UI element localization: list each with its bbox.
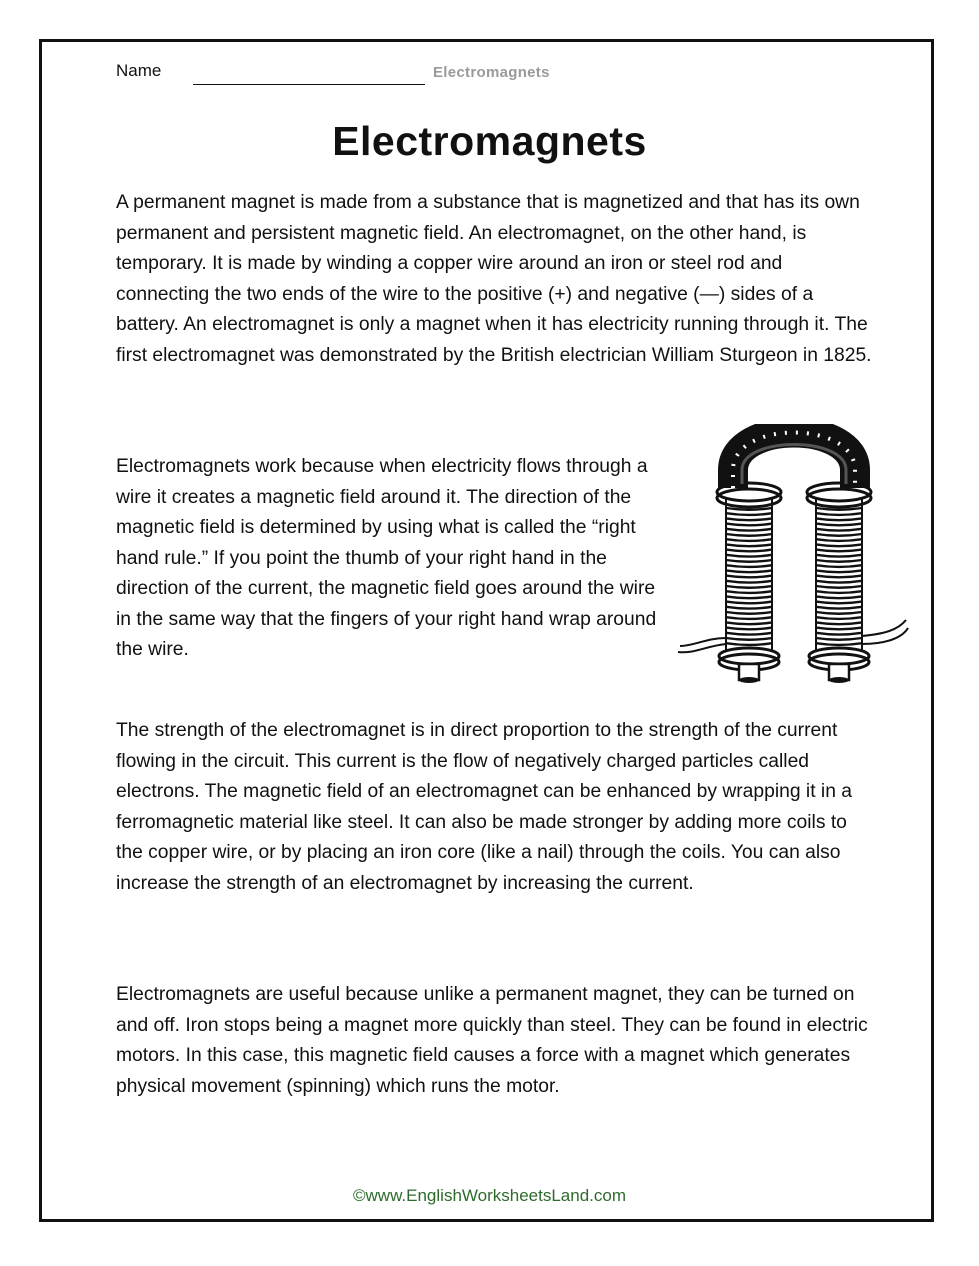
paragraph-strength: The strength of the electromagnet is in direct proportion to the strength of the current flowing in the circuit. This current is the flow of negatively charged particles called electrons. The magnetic field of an electromagnet can be enhanced by wrapping it in a ferromagnetic material like steel. It can also be made stronger by adding more coils to the copper wire, or by placing an iron core (like a nail) through the coils. You can also increase the strength of an electromagnet by increasing the current. <box>116 720 853 894</box>
paragraph-uses: Electromagnets are useful because unlike a permanent magnet, they can be turned on and off. Iron stops being a magnet more quickly than steel. They can be found in electric motors. In this case, this magnetic field causes a force with a magnet which generates physical movement (spinning) which runs the motor. <box>116 984 868 1097</box>
name-field[interactable] <box>193 84 425 85</box>
footer-copyright: ©www.EnglishWorksheetsLand.com <box>353 1186 626 1205</box>
paragraph-right-hand-rule: Electromagnets work because when electricity flows through a wire it creates a magnetic field around it. The direction of the magnetic field is determined by using what is called the “right hand rule.” If you point the thumb of your right hand in the direction of the current, the magnetic field goes around the wire in the same way that the fingers of your right hand wrap around the wire. <box>116 456 657 660</box>
name-label: Name <box>116 61 162 80</box>
paragraph-permanent-vs-electromagnet: A permanent magnet is made from a substance that is magnetized and that has its own permanent and persistent magnetic field. An electromagnet, on the other hand, is temporary. It is made by winding a copper wire around an iron or steel rod and connecting the two ends of the wire to the positive (+) and negative (—) sides of a battery. An electromagnet is only a magnet when it has electricity running through it. The first electromagnet was demonstrated by the British electrician William Sturgeon in 1825. <box>116 192 872 366</box>
page-title: Electromagnets <box>332 118 647 164</box>
topic-tag: Electromagnets <box>433 64 550 81</box>
horseshoe-electromagnet-icon <box>676 424 912 692</box>
